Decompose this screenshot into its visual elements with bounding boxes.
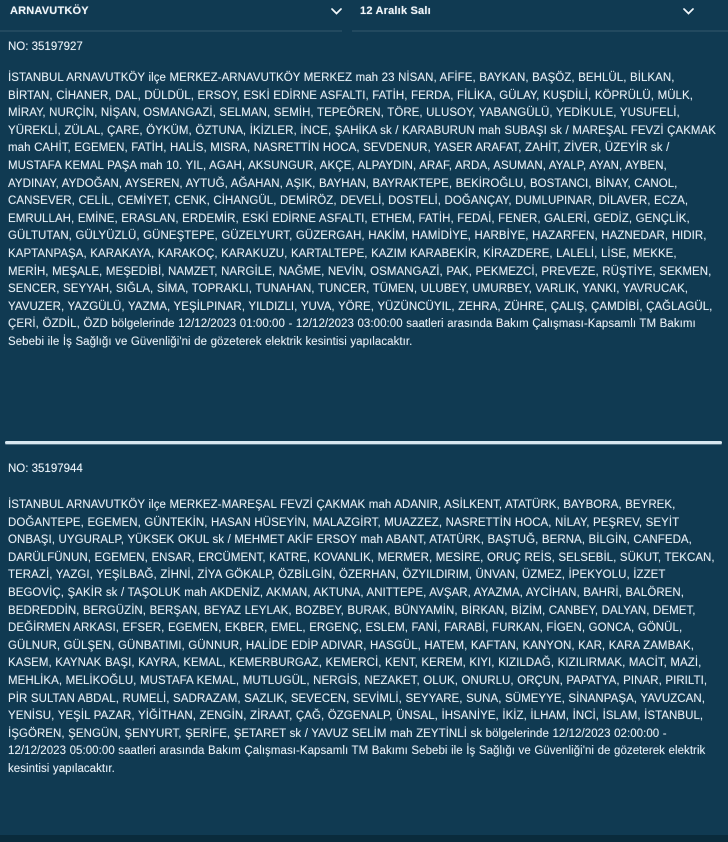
district-select-underline: [0, 30, 342, 32]
section-divider: [5, 441, 722, 444]
district-select-value: ARNAVUTKÖY: [10, 5, 89, 17]
bottom-divider: [0, 835, 728, 842]
filter-header: [0, 0, 728, 34]
district-select[interactable]: [10, 5, 342, 17]
outage-description: İSTANBUL ARNAVUTKÖY ilçe MERKEZ-ARNAVUTKÖY MERKEZ mah 23 NİSAN, AFİFE, BAYKAN, BAŞÖZ, BEHLÜL, BİLKAN, BİRTAN, CİHANER, DAL, DÜLDÜL, ERSOY, ESKİ EDİRNE ASFALTI, FATİH, FERDA, FİLİKA, GÜLAY, KUŞDİLİ, KÖPRÜLÜ, MÜLK, MİRAY, NURÇİN, NİŞAN, OSMANGAZİ, SELMAN, SEMİH, TEPEÖREN, TÖRE, ULUSOY, YABANGÜLÜ, YEDİKULE, YUSUFELİ, YÜREKLİ, ZÜLAL, ÇARE, ÖYKÜM, ÖZTUNA, İKİZLER, İNCE, ŞAHİKA sk / KARABURUN mah SUBAŞI sk / MAREŞAL FEVZİ ÇAKMAK mah CAHİT, EGEMEN, FATİH, HALİS, MISRA, NASRETTİN HOCA, SEVDENUR, YASER ARAFAT, ZAHİT, ZİVER, ÜZEYİR sk / MUSTAFA KEMAL PAŞA mah 10. YIL, AGAH, AKSUNGUR, AKÇE, ALPAYDIN, ARAF, ARDA, ASUMAN, AYALP, AYAN, AYBEN, AYDINAY, AYDOĞAN, AYSEREN, AYTUĞ, AĞAHAN, AŞIK, BAYHAN, BAYRAKTEPE, BEKİROĞLU, BOSTANCI, BİNAY, CANOL, CANSEVER, CELİL, CEMİYET, CENK, CİHANGÜL, DEMİRÖZ, DEVELİ, DOSTELİ, DOĞANÇAY, DUMLUPINAR, DİLAVER, ECZA, EMRULLAH, EMİNE, ERASLAN, ERDEMİR, ESKİ EDİRNE ASFALTI, ETHEM, FATİH, FEDAİ, FENER, GALERİ, GEDİZ, GENÇLİK, GÜLTUTAN, GÜLYÜZLÜ, GÜNEŞTEPE, GÜZELYURT, GÜZERGAH, HAKİM, HAMİDİYE, HARBİYE, HAZARFEN, HAZNEDAR, HIDIR, KAPTANPAŞA, KARAKAYA, KARAKOÇ, KARAKUZU, KARTALTEPE, KAZIM KARABEKİR, KİRAZDERE, LALELİ, LİSE, MEKKE, MERİH, MEŞALE, MEŞEDİBİ, NAMZET, NARGİLE, NAĞME, NEVİN, OSMANGAZİ, PAK, PEKMEZCİ, PREVEZE, RÜŞTİYE, SEKMEN, SENCER, SEYYAH, SIĞLA, SİMA, TOPRAKLI, TUNAHAN, TUNCER, TÜMEN, ULUBEY, UMURBEY, VARLIK, YANKI, YAVRUCAK, YAVUZER, YAZGÜLÜ, YAZMA, YEŞİLPINAR, YILDIZLI, YUVA, YÖRE, YÜZÜNCÜYIL, ZEHRA, ZÜHRE, ÇALIŞ, ÇAMDİBİ, ÇAĞLAGÜL, ÇERİ, ÖZDİL, ÖZD bölgelerinde 12/12/2023 01:00:00 - 12/12/2023 03:00:00 saatleri arasında Bakım Çalışması-Kapsamlı TM Bakımı Sebebi ile İş Sağlığı ve Güvenliği'ni de gözeterek elektrik kesintisi yapılacaktır.: [8, 72, 716, 348]
outage-number: NO: 35197927: [8, 41, 83, 53]
chevron-down-icon: [683, 8, 694, 15]
date-select-value: 12 Aralık Salı: [360, 5, 431, 17]
outage-number: NO: 35197944: [8, 463, 83, 475]
date-select[interactable]: [360, 5, 694, 17]
outage-description: İSTANBUL ARNAVUTKÖY ilçe MERKEZ-MAREŞAL FEVZİ ÇAKMAK mah ADANIR, ASİLKENT, ATATÜRK, BAYBORA, BEYREK, DOĞANTEPE, EGEMEN, GÜNTEKİN, HASAN HÜSEYİN, MALAZGİRT, MUAZZEZ, NASRETTİN HOCA, NİLAY, PEŞREV, SEYİT ONBAŞI, UYGURALP, YÜKSEK OKUL sk / MEHMET AKİF ERSOY mah ABANT, ATATÜRK, BAŞTUĞ, BERNA, BİLGİN, CANFEDA, DARÜLFÜNUN, EGEMEN, ENSAR, ERCÜMENT, KATRE, KOVANLIK, MERMER, MESİRE, ORUÇ REİS, SELSEBİL, SÜKUT, TEKCAN, TERAZİ, YAZGI, YEŞİLBAĞ, ZİHNİ, ZİYA GÖKALP, ÖZBİLGİN, ÖZERHAN, ÖZYILDIRIM, ÜNVAN, ÜZMEZ, İPEKYOLU, İZZET BEGOVİÇ, ŞAKİR sk / TAŞOLUK mah AKDENİZ, AKMAN, AKTUNA, ANITTEPE, AVŞAR, AYAZMA, AYCİHAN, BAHRİ, BALÖREN, BEDREDDİN, BERGÜZİN, BERŞAN, BEYAZ LEYLAK, BOZBEY, BURAK, BÜNYAMİN, BİRKAN, BİZİM, CANBEY, DALYAN, DEMET, DEĞİRMEN ARKASI, EFSER, EGEMEN, EKBER, EMEL, ERGENÇ, ESLEM, FANİ, FARABİ, FURKAN, FİGEN, GONCA, GÖNÜL, GÜLNUR, GÜLŞEN, GÜNBATIMI, GÜNNUR, HALİDE EDİP ADIVAR, HASGÜL, HATEM, KAFTAN, KANYON, KAR, KARA ZAMBAK, KASEM, KAYNAK BAŞI, KAYRA, KEMAL, KEMERBURGAZ, KEMERCİ, KENT, KEREM, KIYI, KIZILDAĞ, KIZILIRMAK, MACİT, MAZİ, MEHLİKA, MELİKOĞLU, MUSTAFA KEMAL, MUTLUGÜL, NERGİS, NEZAKET, OLUK, ONURLU, ORÇUN, PAPATYA, PINAR, PIRILTI, PİR SULTAN ABDAL, RUMELİ, SADRAZAM, SAZLIK, SEVECEN, SEVİMLİ, SEYYARE, SUNA, SÜMEYYE, SİNANPAŞA, YAVUZCAN, YENİSU, YEŞİL PAZAR, YİĞİTHAN, ZENGİN, ZİRAAT, ÇAĞ, ÖZGENALP, ÜNSAL, İHSANİYE, İKİZ, İLHAM, İNCİ, İSLAM, İSTANBUL, İŞGÖREN, ŞENGÜN, ŞENYURT, ŞERİFE, ŞETARET sk / YAVUZ SELİM mah ZEYTİNLİ sk bölgelerinde 12/12/2023 02:00:00 - 12/12/2023 05:00:00 saatleri arasında Bakım Çalışması-Kapsamlı TM Bakımı Sebebi ile İş Sağlığı ve Güvenliği'ni de gözeterek elektrik kesintisi yapılacaktır.: [8, 499, 715, 775]
chevron-down-icon: [331, 8, 342, 15]
date-select-underline: [352, 30, 728, 32]
